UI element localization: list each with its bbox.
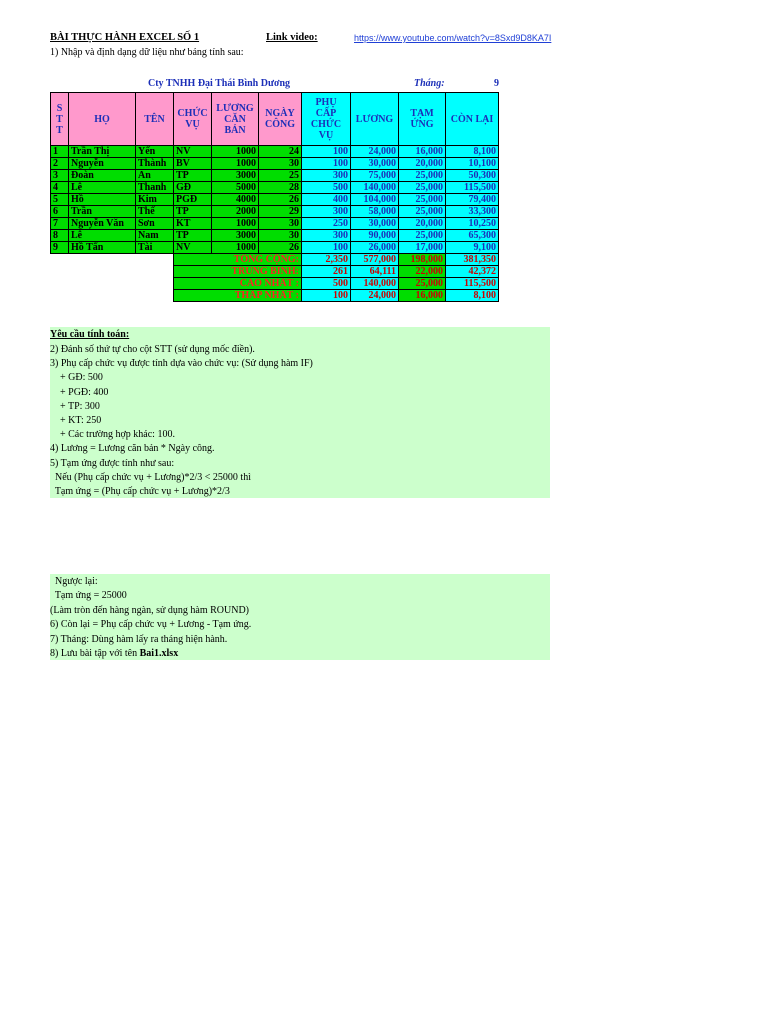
cell-luong-can-ban[interactable]: 3000 [212, 230, 259, 242]
cell-chuc-vu[interactable]: NV [174, 242, 212, 254]
cell-ten[interactable]: Kim [136, 194, 174, 206]
youtube-link[interactable]: https://www.youtube.com/watch?v=8Sxd9D8KA7I [354, 33, 552, 43]
cell-stt[interactable]: 7 [51, 218, 69, 230]
month-value: 9 [494, 78, 499, 89]
cell-phu-cap[interactable]: 300 [302, 206, 351, 218]
summary-luong[interactable]: 577,000 [351, 254, 399, 266]
cell-stt[interactable]: 5 [51, 194, 69, 206]
cell-ngay-cong[interactable]: 25 [259, 170, 302, 182]
requirement-line: + KT: 250 [50, 415, 102, 426]
requirement-text: 8) Lưu bài tập với tên [50, 648, 140, 659]
cell-con-lai[interactable]: 115,500 [446, 182, 499, 194]
col-header-ngay-cong[interactable]: NGÀY CÔNG [259, 93, 302, 146]
requirement-line: 3) Phụ cấp chức vụ được tính dựa vào chức vụ: (Sử dụng hàm IF) [50, 358, 313, 370]
salary-table [50, 92, 499, 302]
summary-label[interactable]: TỔNG CỘNG: [174, 254, 302, 266]
table-header-row [51, 93, 499, 146]
requirement-line: Tạm ứng = (Phụ cấp chức vụ + Lương)*2/3 [50, 486, 230, 497]
cell-phu-cap[interactable]: 500 [302, 182, 351, 194]
cell-con-lai[interactable]: 50,300 [446, 170, 499, 182]
requirements-block-continued [50, 574, 550, 660]
cell-phu-cap[interactable]: 400 [302, 194, 351, 206]
cell-chuc-vu[interactable]: TP [174, 206, 212, 218]
cell-phu-cap[interactable]: 250 [302, 218, 351, 230]
cell-chuc-vu[interactable]: NV [174, 146, 212, 158]
summary-label[interactable]: THẤP NHẤT : [174, 290, 302, 302]
cell-luong[interactable]: 24,000 [351, 146, 399, 158]
cell-stt[interactable]: 2 [51, 158, 69, 170]
table-row [51, 242, 499, 254]
table-row [51, 170, 499, 182]
summary-tamung[interactable]: 198,000 [399, 254, 446, 266]
cell-ho[interactable]: Hồ Tấn [69, 242, 136, 254]
link-video-label: Link video: [266, 32, 318, 43]
cell-tam-ung[interactable]: 25,000 [399, 230, 446, 242]
cell-ten[interactable]: Thanh [136, 182, 174, 194]
requirements-block [50, 327, 550, 498]
summary-tamung[interactable]: 22,000 [399, 266, 446, 278]
summary-luong[interactable]: 64,111 [351, 266, 399, 278]
cell-tam-ung[interactable]: 16,000 [399, 146, 446, 158]
cell-ho[interactable]: Nguyễn Văn [69, 218, 136, 230]
cell-ngay-cong[interactable]: 30 [259, 218, 302, 230]
cell-luong-can-ban[interactable]: 1000 [212, 146, 259, 158]
cell-tam-ung[interactable]: 20,000 [399, 218, 446, 230]
cell-ngay-cong[interactable]: 30 [259, 158, 302, 170]
cell-chuc-vu[interactable]: PGĐ [174, 194, 212, 206]
cell-con-lai[interactable]: 79,400 [446, 194, 499, 206]
requirement-line: Ngược lại: [50, 576, 98, 587]
requirement-line: 7) Tháng: Dùng hàm lấy ra tháng hiện hành. [50, 633, 228, 645]
summary-conlai[interactable]: 8,100 [446, 290, 499, 302]
summary-row [51, 290, 499, 302]
cell-ten[interactable]: Yến [136, 146, 174, 158]
summary-pc[interactable]: 100 [302, 290, 351, 302]
summary-conlai[interactable]: 381,350 [446, 254, 499, 266]
cell-luong-can-ban[interactable]: 1000 [212, 242, 259, 254]
summary-pc[interactable]: 261 [302, 266, 351, 278]
cell-luong-can-ban[interactable]: 2000 [212, 206, 259, 218]
cell-stt[interactable]: 9 [51, 242, 69, 254]
cell-tam-ung[interactable]: 25,000 [399, 206, 446, 218]
cell-ngay-cong[interactable]: 30 [259, 230, 302, 242]
requirement-line: 2) Đánh số thứ tự cho cột STT (sử dụng mốc điền). [50, 344, 255, 355]
requirements-heading: Yêu cầu tính toán: [50, 329, 130, 340]
cell-ngay-cong[interactable]: 29 [259, 206, 302, 218]
requirement-line: 6) Còn lại = Phụ cấp chức vụ + Lương - Tạm ứng. [50, 619, 252, 631]
requirement-line: + GĐ: 500 [50, 372, 103, 384]
cell-luong[interactable]: 75,000 [351, 170, 399, 182]
cell-con-lai[interactable]: 9,100 [446, 242, 499, 254]
col-header-luong[interactable]: LƯƠNG [351, 93, 399, 146]
cell-luong-can-ban[interactable]: 5000 [212, 182, 259, 194]
empty-cell [51, 254, 174, 266]
cell-con-lai[interactable]: 8,100 [446, 146, 499, 158]
cell-ho[interactable]: Trần [69, 206, 136, 218]
summary-pc[interactable]: 2,350 [302, 254, 351, 266]
cell-ho[interactable]: Hồ [69, 194, 136, 206]
cell-tam-ung[interactable]: 20,000 [399, 158, 446, 170]
summary-row [51, 254, 499, 266]
cell-luong-can-ban[interactable]: 3000 [212, 170, 259, 182]
cell-luong-can-ban[interactable]: 1000 [212, 158, 259, 170]
table-row [51, 146, 499, 158]
summary-conlai[interactable]: 115,500 [446, 278, 499, 290]
cell-luong[interactable]: 30,000 [351, 158, 399, 170]
cell-chuc-vu[interactable]: KT [174, 218, 212, 230]
requirement-line [50, 648, 178, 659]
cell-ho[interactable]: Nguyễn [69, 158, 136, 170]
cell-luong[interactable]: 140,000 [351, 182, 399, 194]
requirement-line: + TP: 300 [50, 400, 100, 412]
table-row [51, 218, 499, 230]
cell-chuc-vu[interactable]: BV [174, 158, 212, 170]
cell-ngay-cong[interactable]: 28 [259, 182, 302, 194]
cell-chuc-vu[interactable]: TP [174, 170, 212, 182]
cell-chuc-vu[interactable]: TP [174, 230, 212, 242]
cell-ho[interactable]: Trần Thị [69, 146, 136, 158]
file-name: Bai1.xlsx [139, 648, 179, 659]
cell-ten[interactable]: An [136, 170, 174, 182]
col-header-stt[interactable]: S T T [51, 93, 69, 146]
page-title: BÀI THỰC HÀNH EXCEL SỐ 1 [50, 32, 200, 43]
empty-cell [51, 278, 174, 290]
cell-phu-cap[interactable]: 100 [302, 146, 351, 158]
cell-ten[interactable]: Tài [136, 242, 174, 254]
cell-tam-ung[interactable]: 25,000 [399, 182, 446, 194]
cell-stt[interactable]: 3 [51, 170, 69, 182]
cell-stt[interactable]: 6 [51, 206, 69, 218]
table-row [51, 158, 499, 170]
month-label: Tháng: [414, 78, 445, 89]
empty-cell [51, 290, 174, 302]
summary-tamung[interactable]: 25,000 [399, 278, 446, 290]
table-row [51, 194, 499, 206]
cell-con-lai[interactable]: 10,250 [446, 218, 499, 230]
requirement-line: Tạm ứng = 25000 [50, 590, 127, 602]
cell-ngay-cong[interactable]: 26 [259, 194, 302, 206]
cell-phu-cap[interactable]: 100 [302, 242, 351, 254]
task-1-instruction: 1) Nhập và định dạng dữ liệu như bảng tính sau: [50, 47, 244, 58]
cell-ho[interactable]: Đoàn [69, 170, 136, 182]
col-header-chuc-vu[interactable]: CHỨC VỤ [174, 93, 212, 146]
summary-tamung[interactable]: 16,000 [399, 290, 446, 302]
col-header-ho[interactable]: HỌ [69, 93, 136, 146]
col-header-ten[interactable]: TÊN [136, 93, 174, 146]
summary-conlai[interactable]: 42,372 [446, 266, 499, 278]
cell-stt[interactable]: 4 [51, 182, 69, 194]
col-header-tam-ung[interactable]: TẠM ỨNG [399, 93, 446, 146]
cell-stt[interactable]: 8 [51, 230, 69, 242]
cell-ten[interactable]: Thế [136, 206, 174, 218]
cell-ten[interactable]: Sơn [136, 218, 174, 230]
table-row [51, 182, 499, 194]
cell-ten[interactable]: Thành [136, 158, 174, 170]
cell-phu-cap[interactable]: 300 [302, 170, 351, 182]
cell-tam-ung[interactable]: 25,000 [399, 194, 446, 206]
table-row [51, 230, 499, 242]
cell-luong[interactable]: 104,000 [351, 194, 399, 206]
col-header-luong-can-ban[interactable]: LƯƠNG CĂN BẢN [212, 93, 259, 146]
cell-luong[interactable]: 26,000 [351, 242, 399, 254]
summary-pc[interactable]: 500 [302, 278, 351, 290]
cell-con-lai[interactable]: 65,300 [446, 230, 499, 242]
cell-luong[interactable]: 58,000 [351, 206, 399, 218]
cell-ngay-cong[interactable]: 26 [259, 242, 302, 254]
cell-phu-cap[interactable]: 100 [302, 158, 351, 170]
cell-luong-can-ban[interactable]: 4000 [212, 194, 259, 206]
cell-luong[interactable]: 90,000 [351, 230, 399, 242]
cell-stt[interactable]: 1 [51, 146, 69, 158]
cell-con-lai[interactable]: 10,100 [446, 158, 499, 170]
table-row [51, 206, 499, 218]
requirement-line: + PGĐ: 400 [50, 386, 109, 398]
cell-tam-ung[interactable]: 17,000 [399, 242, 446, 254]
cell-phu-cap[interactable]: 300 [302, 230, 351, 242]
empty-cell [51, 266, 174, 278]
cell-tam-ung[interactable]: 25,000 [399, 170, 446, 182]
cell-con-lai[interactable]: 33,300 [446, 206, 499, 218]
requirement-line: (Làm tròn đến hàng ngàn, sử dụng hàm ROUND) [50, 604, 249, 616]
requirement-line: + Các trường hợp khác: 100. [50, 429, 175, 441]
cell-luong[interactable]: 30,000 [351, 218, 399, 230]
summary-row [51, 278, 499, 290]
cell-ngay-cong[interactable]: 24 [259, 146, 302, 158]
requirement-line: Nếu (Phụ cấp chức vụ + Lương)*2/3 < 25000 thì [50, 471, 251, 483]
summary-row [51, 266, 499, 278]
cell-luong-can-ban[interactable]: 1000 [212, 218, 259, 230]
cell-ten[interactable]: Nam [136, 230, 174, 242]
cell-chuc-vu[interactable]: GĐ [174, 182, 212, 194]
summary-luong[interactable]: 24,000 [351, 290, 399, 302]
cell-ho[interactable]: Lê [69, 230, 136, 242]
col-header-con-lai[interactable]: CÒN LẠI [446, 93, 499, 146]
cell-ho[interactable]: Lê [69, 182, 136, 194]
summary-luong[interactable]: 140,000 [351, 278, 399, 290]
company-name: Cty TNHH Đại Thái Bình Dương [148, 78, 291, 89]
col-header-phu-cap[interactable]: PHỤ CẤP CHỨC VỤ [302, 93, 351, 146]
requirement-line: 4) Lương = Lương căn bản * Ngày công. [50, 443, 215, 455]
summary-label[interactable]: TRUNG BÌNH: [174, 266, 302, 278]
summary-label[interactable]: CAO NHẤT : [174, 278, 302, 290]
requirement-line: 5) Tạm ứng được tính như sau: [50, 457, 175, 469]
